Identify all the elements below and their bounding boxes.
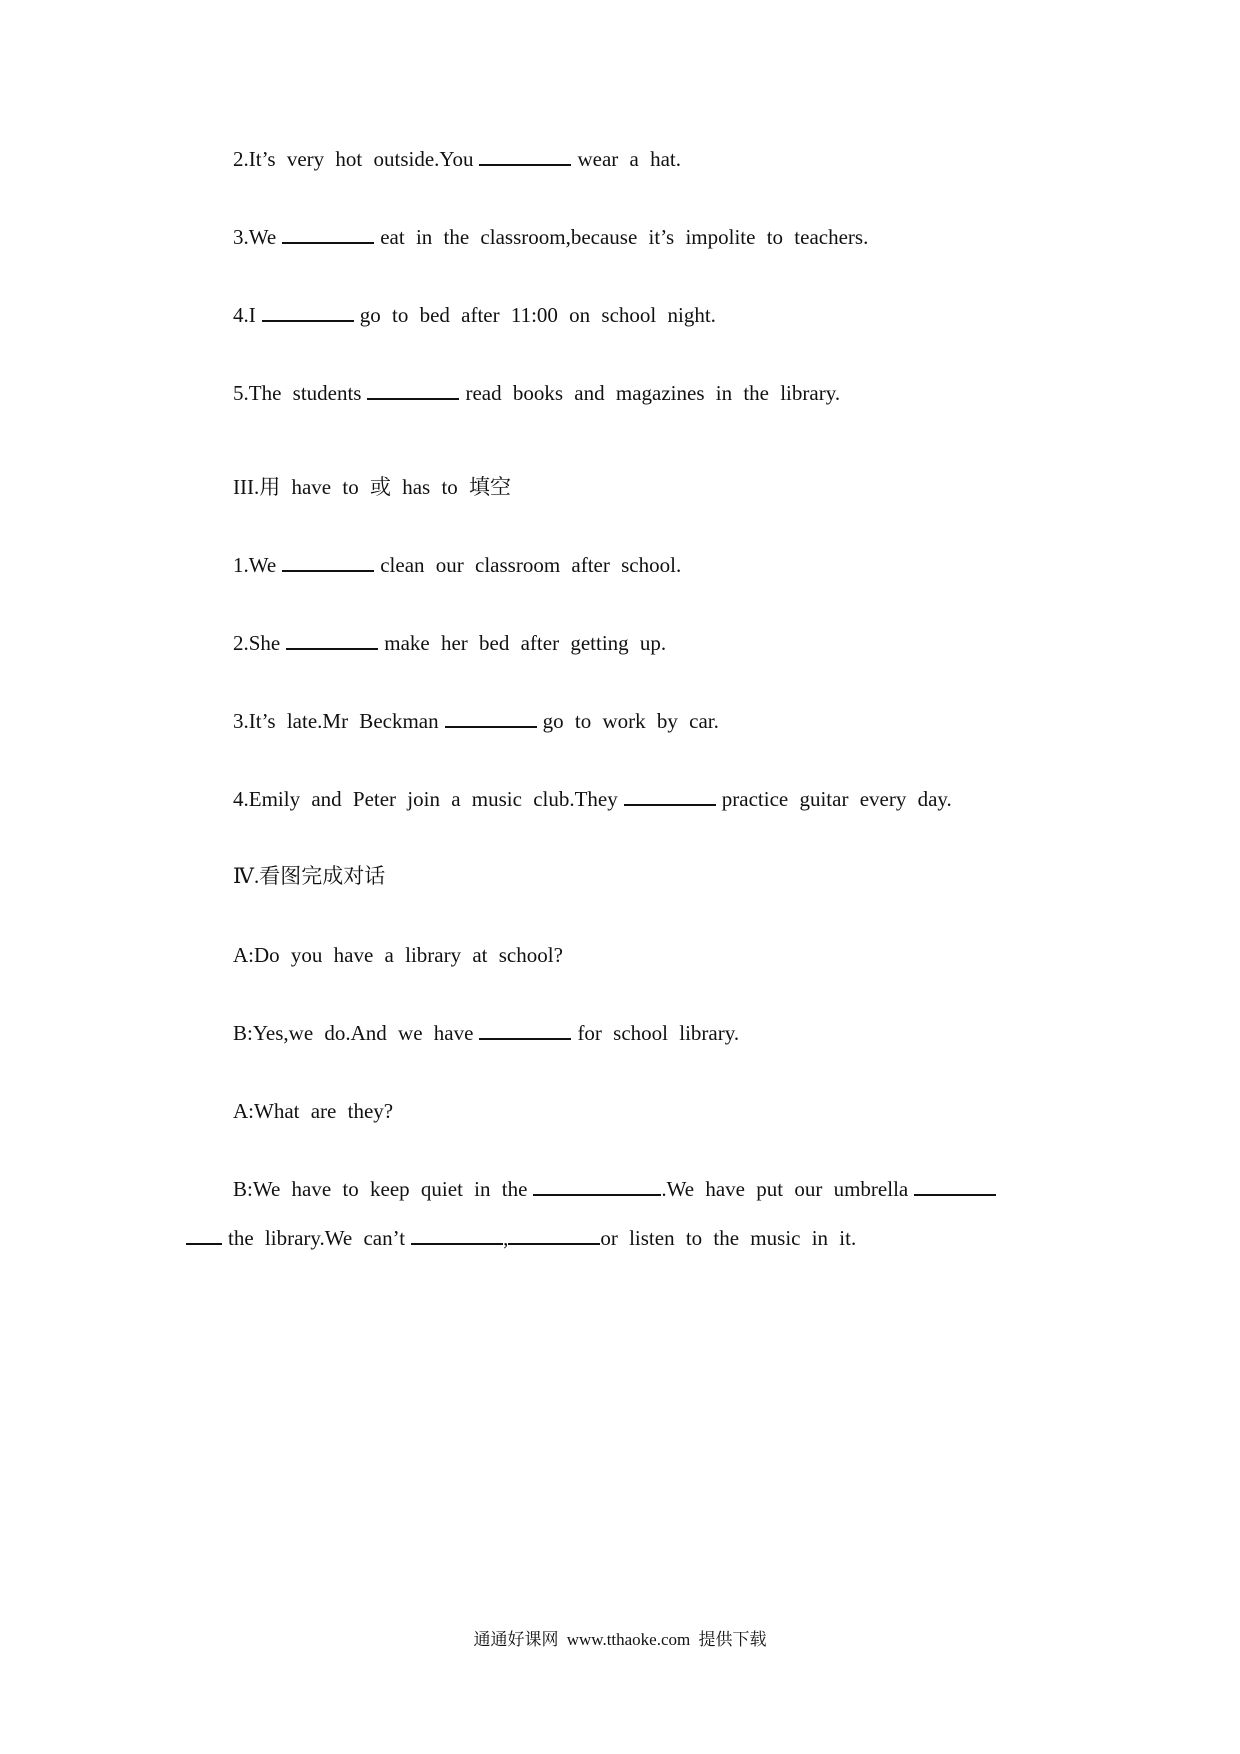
dialogue-text: .We have put our umbrella (661, 1177, 909, 1201)
answer-blank[interactable] (445, 708, 537, 728)
dialogue-b2-line1 (233, 1175, 1002, 1203)
answer-blank[interactable] (282, 552, 374, 572)
exercise-text: 2.It’s very hot outside.You (233, 147, 474, 171)
answer-blank[interactable] (914, 1176, 996, 1196)
section-4-heading: Ⅳ.看图完成对话 (233, 864, 386, 888)
dialogue-a2: A:What are they? (233, 1099, 394, 1123)
answer-blank[interactable] (411, 1225, 503, 1245)
dialogue-text: , (503, 1226, 509, 1250)
exercise-3-3 (233, 707, 719, 735)
exercise-text: 3.It’s late.Mr Beckman (233, 709, 439, 733)
dialogue-text: or listen to the music in it. (600, 1226, 857, 1250)
answer-blank[interactable] (286, 630, 378, 650)
answer-blank[interactable] (479, 1020, 571, 1040)
exercise-2-4 (233, 301, 716, 329)
answer-blank[interactable] (262, 302, 354, 322)
exercise-3-4 (233, 785, 952, 813)
exercise-text: 2.She (233, 631, 281, 655)
answer-blank[interactable] (533, 1176, 661, 1196)
exercise-text: practice guitar every day. (721, 787, 952, 811)
exercise-2-3 (233, 223, 868, 251)
exercise-text: 3.We (233, 225, 277, 249)
exercise-text: 5.The students (233, 381, 362, 405)
section-3-heading: III.用 have to 或 has to 填空 (233, 475, 512, 499)
exercise-text: clean our classroom after school. (380, 553, 682, 577)
exercise-3-2 (233, 629, 666, 657)
answer-blank[interactable] (624, 786, 716, 806)
page-footer: 通通好课网 www.tthaoke.com 提供下载 (473, 1630, 767, 1649)
dialogue-b1 (233, 1019, 739, 1047)
exercise-text: read books and magazines in the library. (465, 381, 841, 405)
dialogue-text: for school library. (577, 1021, 740, 1045)
dialogue-b2-line2 (186, 1224, 856, 1252)
exercise-text: 4.I (233, 303, 256, 327)
exercise-text: make her bed after getting up. (384, 631, 667, 655)
dialogue-text: B:Yes,we do.And we have (233, 1021, 474, 1045)
dialogue-text: the library.We can’t (228, 1226, 406, 1250)
exercise-3-1 (233, 551, 681, 579)
answer-blank[interactable] (508, 1225, 600, 1245)
exercise-text: 1.We (233, 553, 277, 577)
exercise-text: go to bed after 11:00 on school night. (359, 303, 716, 327)
answer-blank[interactable] (186, 1225, 222, 1245)
exercise-text: 4.Emily and Peter join a music club.They (233, 787, 618, 811)
answer-blank[interactable] (479, 146, 571, 166)
exercise-text: wear a hat. (577, 147, 681, 171)
dialogue-text: B:We have to keep quiet in the (233, 1177, 528, 1201)
answer-blank[interactable] (282, 224, 374, 244)
exercise-2-2 (233, 145, 681, 173)
exercise-text: go to work by car. (542, 709, 719, 733)
exercise-text: eat in the classroom,because it’s impolite to teachers. (380, 225, 869, 249)
exercise-2-5 (233, 379, 840, 407)
answer-blank[interactable] (367, 380, 459, 400)
dialogue-a1: A:Do you have a library at school? (233, 943, 563, 967)
